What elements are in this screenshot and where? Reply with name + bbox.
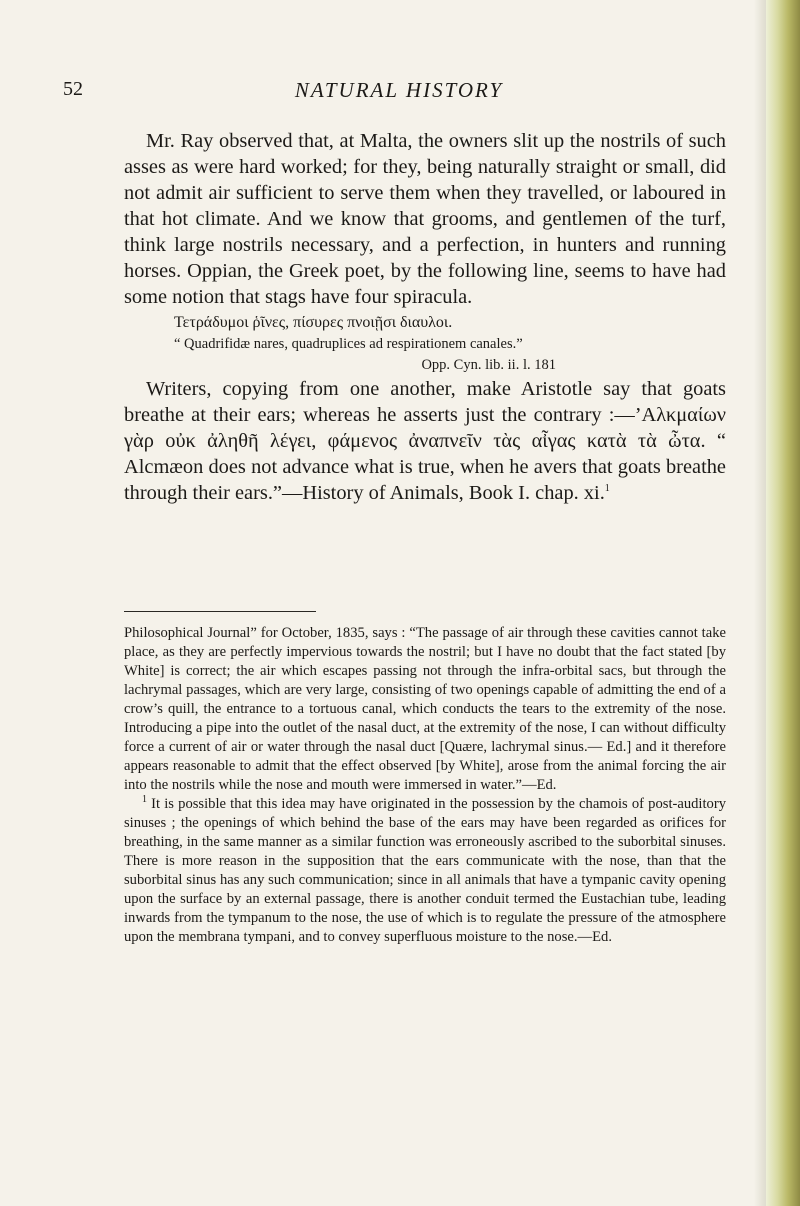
main-text <box>124 128 726 506</box>
page-header <box>63 78 735 108</box>
footnote-1-text: It is possible that this idea may have originated in the possession by the chamois of post-auditory sinuses ; the openings of which behind the base of the ears may have been regarded as orifices for breathing, in the same manner as a similar function was erroneously ascribed to the suborbital sinuses. There is more reason in the supposition that the ears communicate with the nose, than that the suborbital sinus has any such communication; since in all animals that have a tympanic cavity opening upon the surface by an external passage, there is another conduit termed the Eustachian tube, leading inwards from the tympanum to the nose, the use of which is to regulate the pressure of the atmosphere upon the membrana tympani, and to convey superfluous moisture to the nose.—Ed. <box>124 796 726 945</box>
footnote-1-mark: 1 <box>142 794 147 806</box>
running-head: NATURAL HISTORY <box>294 78 504 102</box>
footnote-reference: 1 <box>604 483 610 495</box>
paragraph-2-text: Writers, copying from one another, make Aristotle say that goats breathe at their ears; whereas he asserts just the contrary :—’Αλκμαίων γὰρ οὐκ ἀληθῆ λέγει, φάμενος ἀναπνεῖν τὰς αἶγας κατὰ τὰ ὦτα. “ Alcmæon does not advance what is true, when he avers that goats breathe through their ears.”—History of Animals, Book I. chap. xi. <box>124 378 726 504</box>
quote-source: Opp. Cyn. lib. ii. l. 181 <box>421 357 556 373</box>
page-number: 52 <box>63 78 83 100</box>
book-spine <box>766 0 800 1206</box>
spine-shadow <box>754 0 766 1206</box>
footnote-continuation: Philosophical Journal” for October, 1835, says : “The passage of air through these cavities cannot take place, as they are perfectly impervious towards the nostril; but I have no doubt that the fact stated [by White] is correct; the air which escapes passing not through the infra-orbital sacs, but through the lachrymal passages, which are very large, consisting of two openings capable of admitting the end of a crow’s quill, the entrance to a tortuous canal, which conducts the tears to the extremity of the nose. Introducing a pipe into the outlet of the nasal duct, at the extremity of the nose, I can without difficulty force a current of air or water through the nasal duct [Quære, lachrymal sinus.— Ed.] and it therefore appears reasonable to admit that the effect observed [by White], arose from the animal forcing the air into the nostrils while the nose and mouth were immersed in water.”—Ed. <box>124 625 726 793</box>
footnote-rule <box>124 611 316 612</box>
paragraph-2 <box>124 376 726 506</box>
footnotes <box>124 624 726 947</box>
greek-quote: Τετράδυμοι ῥῖνες, πίσυρες πνοιῇσι διαυλοι. <box>174 314 453 331</box>
paragraph-1: Mr. Ray observed that, at Malta, the owners slit up the nostrils of such asses as were hard worked; for they, being naturally straight or small, did not admit air sufficient to serve them when they travelled, or laboured in that hot climate. And we know that grooms, and gentlemen of the turf, think large nostrils necessary, and a perfection, in hunters and running horses. Oppian, the Greek poet, by the following line, seems to have had some notion that stags have four spiracula. <box>124 130 726 308</box>
latin-quote: “ Quadrifidæ nares, quadruplices ad respirationem canales.” <box>174 336 523 352</box>
footnote-1 <box>124 795 726 947</box>
